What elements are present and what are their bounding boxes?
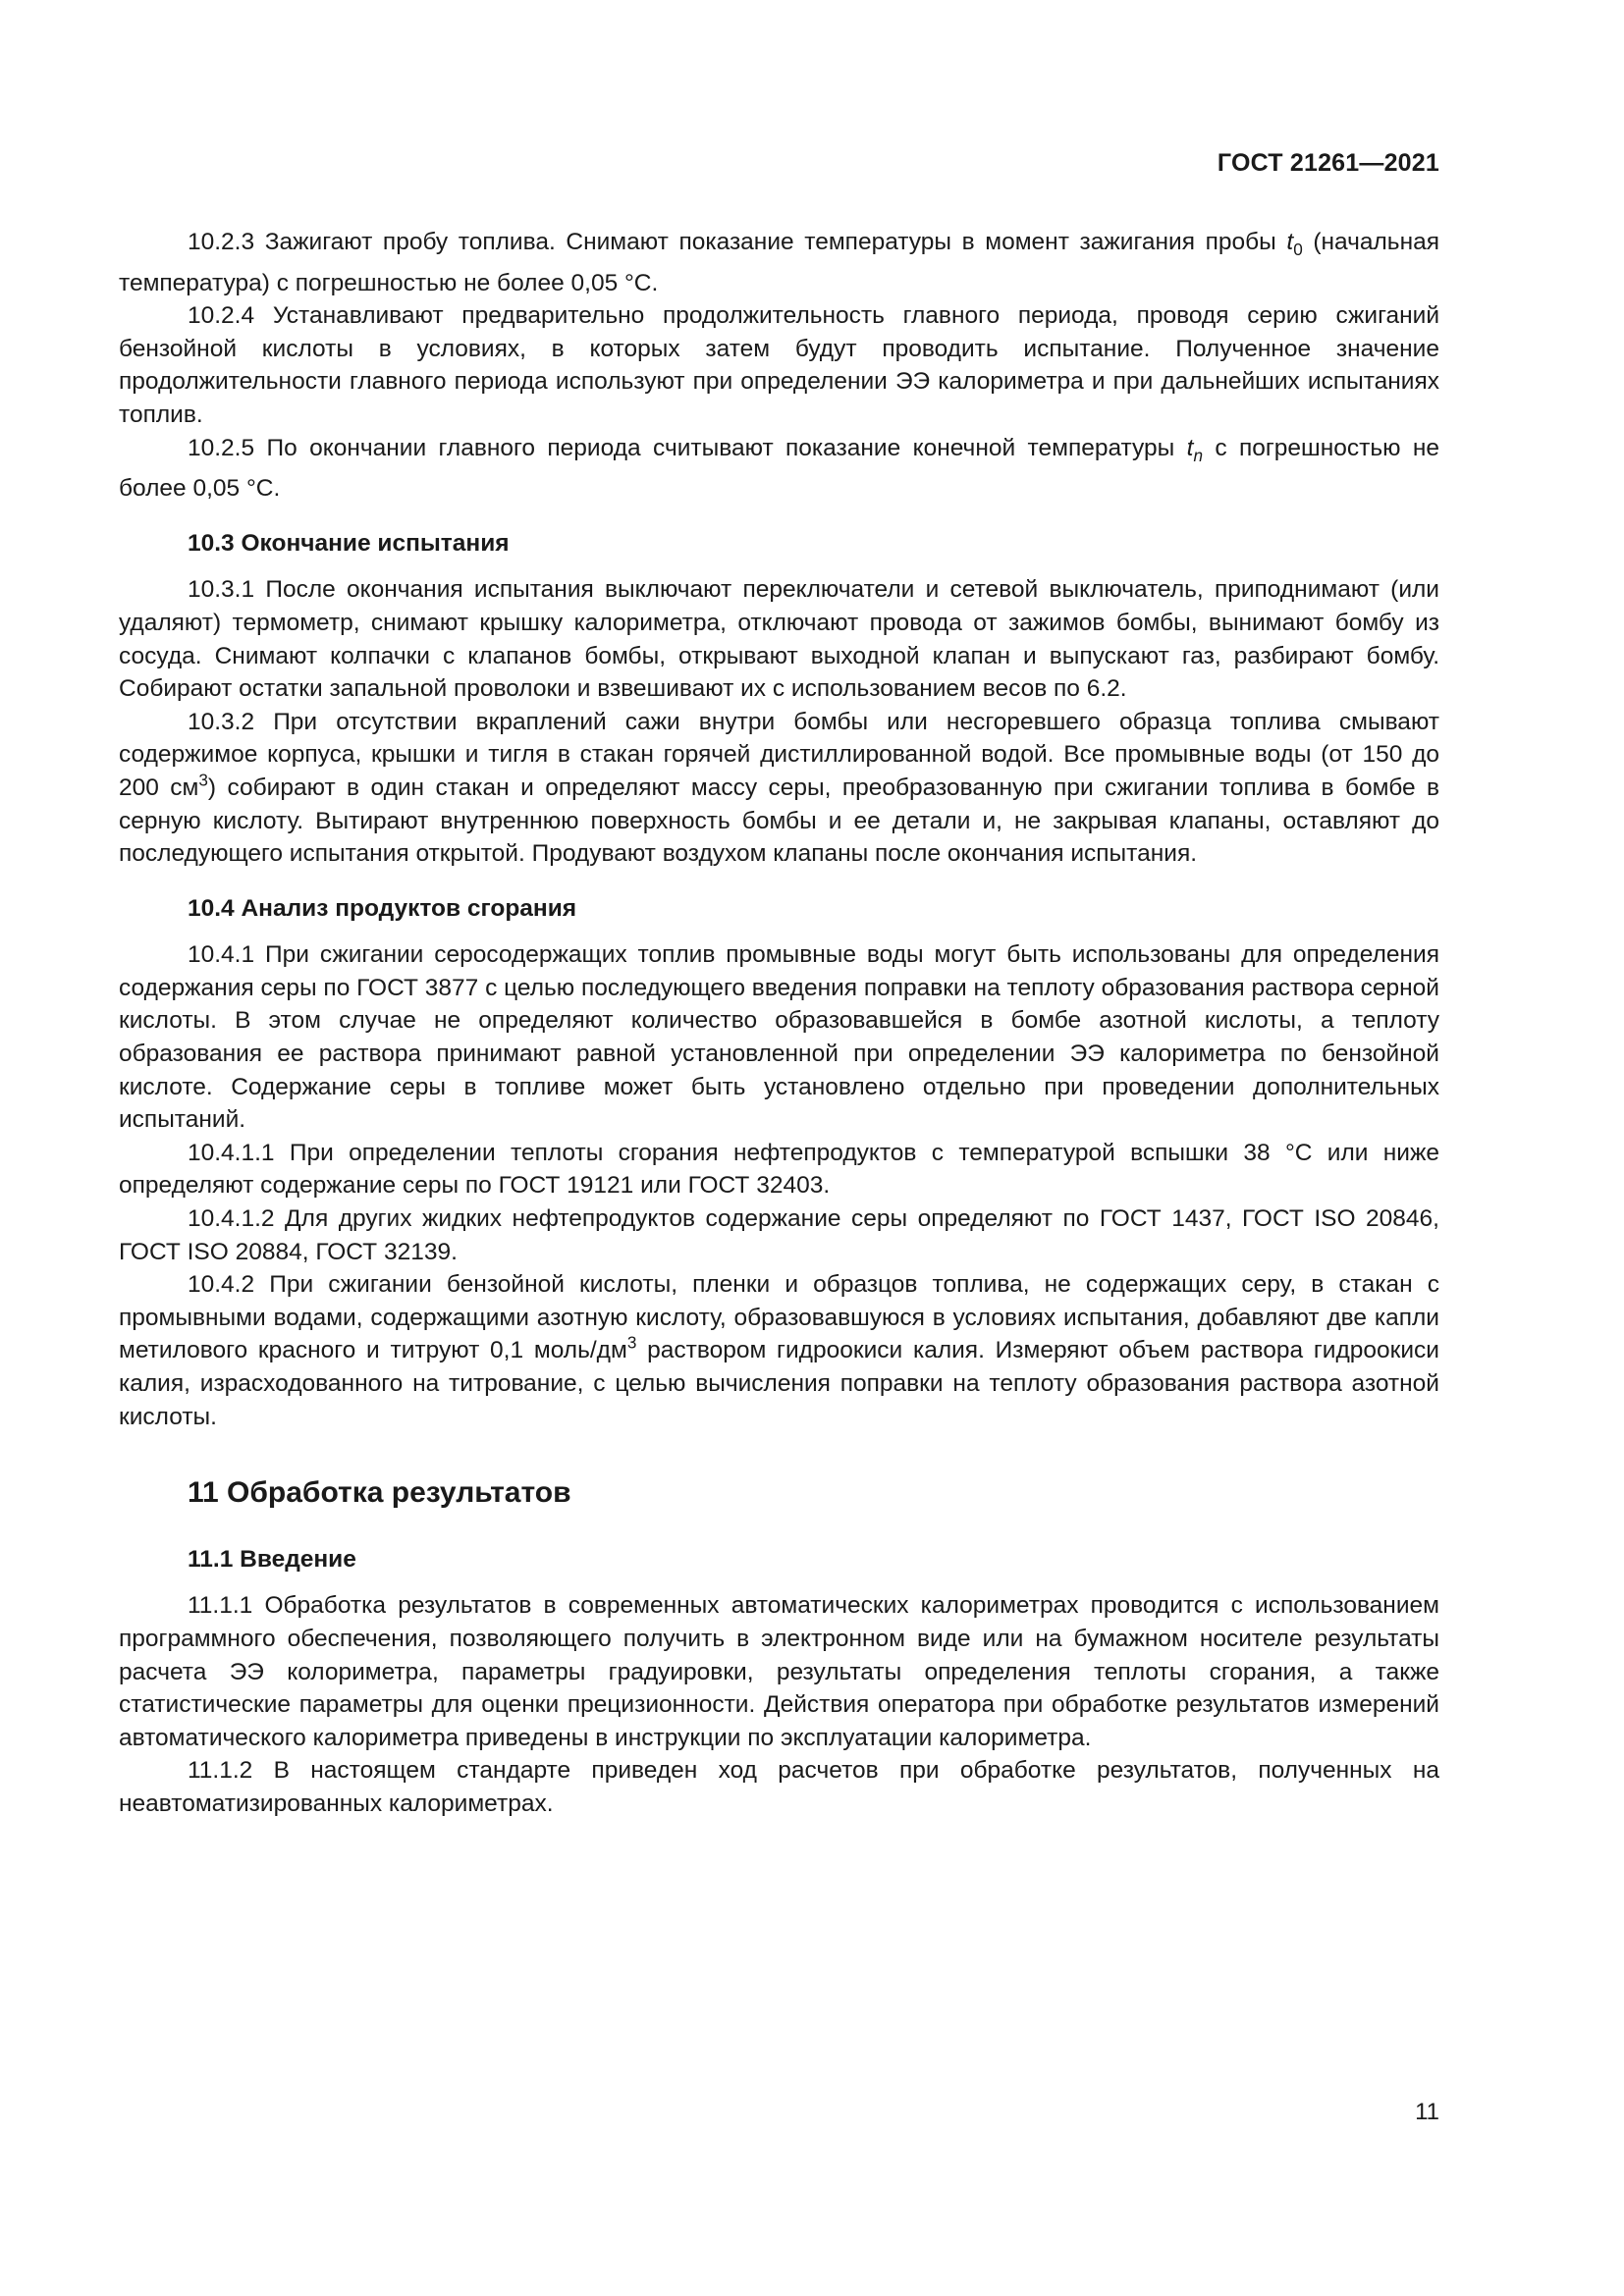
subscript: 0: [1293, 240, 1303, 259]
paragraph-text: ) собирают в один стакан и определяют массу серы, преобразованную при сжигании топлива в бомбе в серную кислоту. Вытирают внутреннюю поверхность бомбы и ее детали и, не закрывая клапаны, оставляют до последующего испытания открытой. Продувают воздухом клапаны после окончания испытания.: [119, 774, 1439, 868]
document-code-header: ГОСТ 21261—2021: [1217, 149, 1439, 177]
heading-10-3: 10.3 Окончание испытания: [188, 529, 510, 557]
paragraph-10-4-2: [119, 1268, 1439, 1433]
paragraph-text: 10.2.3 Зажигают пробу топлива. Снимают показание температуры в момент зажигания пробы: [188, 229, 1287, 255]
paragraph-10-3-1: 10.3.1 После окончания испытания выключают переключатели и сетевой выключатель, приподнимают (или удаляют) термометр, снимают крышку калориметра, отключают провода от зажимов бомбы, вынимают бомбу из сосуда. Снимают колпачки с клапанов бомбы, открывают выходной клапан и выпускают газ, разбирают бомбу. Собирают остатки запальной проволоки и взвешивают их с использованием весов по 6.2.: [119, 576, 1439, 703]
subscript: n: [1193, 445, 1203, 465]
heading-11-1: 11.1 Введение: [188, 1545, 356, 1573]
paragraph-10-2-5: [119, 432, 1439, 506]
paragraph-10-4-1: 10.4.1 При сжигании серосодержащих топлив промывные воды могут быть использованы для определения содержания серы по ГОСТ 3877 с целью последующего введения поправки на теплоту образования раствора серной кислоты. В этом случае не определяют количество образовавшейся в бомбе азотной кислоты, а теплоту образования ее раствора принимают равной установленной при определении ЭЭ калориметра по бензойной кислоте. Содержание серы в топливе может быть установлено отдельно при проведении дополнительных испытаний.: [119, 941, 1439, 1134]
paragraph-11-1-2: 11.1.2 В настоящем стандарте приведен ход расчетов при обработке результатов, полученных на неавтоматизированных калориметрах.: [119, 1757, 1439, 1817]
paragraph-10-4-1-2: 10.4.1.2 Для других жидких нефтепродуктов содержание серы определяют по ГОСТ 1437, ГОСТ ISO 20846, ГОСТ ISO 20884, ГОСТ 32139.: [119, 1205, 1439, 1265]
paragraph-text: 10.2.5 По окончании главного периода считывают показание конечной температуры: [188, 434, 1187, 461]
paragraph-10-2-3: [119, 226, 1439, 299]
page-body: [119, 226, 1439, 1821]
variable-t: t: [1186, 434, 1194, 461]
superscript: 3: [198, 770, 208, 790]
paragraph-text: раствором гидроокиси калия. Измеряют объем раствора гидроокиси калия, израсходованного на титрование, с целью вычисления поправки на теплоту образования раствора азотной кислоты.: [119, 1337, 1439, 1430]
paragraph-10-4-1-1: 10.4.1.1 При определении теплоты сгорания нефтепродуктов с температурой вспышки 38 °С или ниже определяют содержание серы по ГОСТ 19121 или ГОСТ 32403.: [119, 1139, 1439, 1200]
variable-t: t: [1286, 229, 1294, 255]
paragraph-11-1-1: 11.1.1 Обработка результатов в современных автоматических калориметрах проводится с использованием программного обеспечения, позволяющего получить в электронном виде или на бумажном носителе результаты расчета ЭЭ колориметра, параметры градуировки, результаты определения теплоты сгорания, а также статистические параметры для оценки прецизионности. Действия оператора при обработке результатов измерений автоматического калориметра приведены в инструкции по эксплуатации калориметра.: [119, 1592, 1439, 1751]
heading-11: 11 Обработка результатов: [188, 1476, 571, 1510]
superscript: 3: [626, 1332, 637, 1353]
paragraph-text: (начальная температура) с погрешностью не более 0,05 °С.: [119, 229, 1439, 296]
paragraph-text: 10.4.2 При сжигании бензойной кислоты, пленки и образцов топлива, не содержащих серу, в стакан с промывными водами, содержащими азотную кислоту, образовавшуюся в условиях испытания, добавляют две капли метилового красного и титруют 0,1 моль/дм: [119, 1271, 1439, 1364]
heading-10-4: 10.4 Анализ продуктов сгорания: [188, 894, 577, 922]
page-number: 11: [1415, 2099, 1439, 2125]
paragraph-10-2-4: 10.2.4 Устанавливают предварительно продолжительность главного периода, проводя серию сжиганий бензойной кислоты в условиях, в которых затем будут проводить испытание. Полученное значение продолжительности главного периода используют при определении ЭЭ калориметра и при дальнейших испытаниях топлив.: [119, 302, 1439, 428]
paragraph-10-3-2: [119, 706, 1439, 871]
paragraph-text: 10.3.2 При отсутствии вкраплений сажи внутри бомбы или несгоревшего образца топлива смывают содержимое корпуса, крышки и тигля в стакан горячей дистиллированной водой. Все промывные воды (от 150 до 200 см: [119, 708, 1439, 801]
paragraph-text: с погрешностью не более 0,05 °С.: [119, 434, 1439, 503]
